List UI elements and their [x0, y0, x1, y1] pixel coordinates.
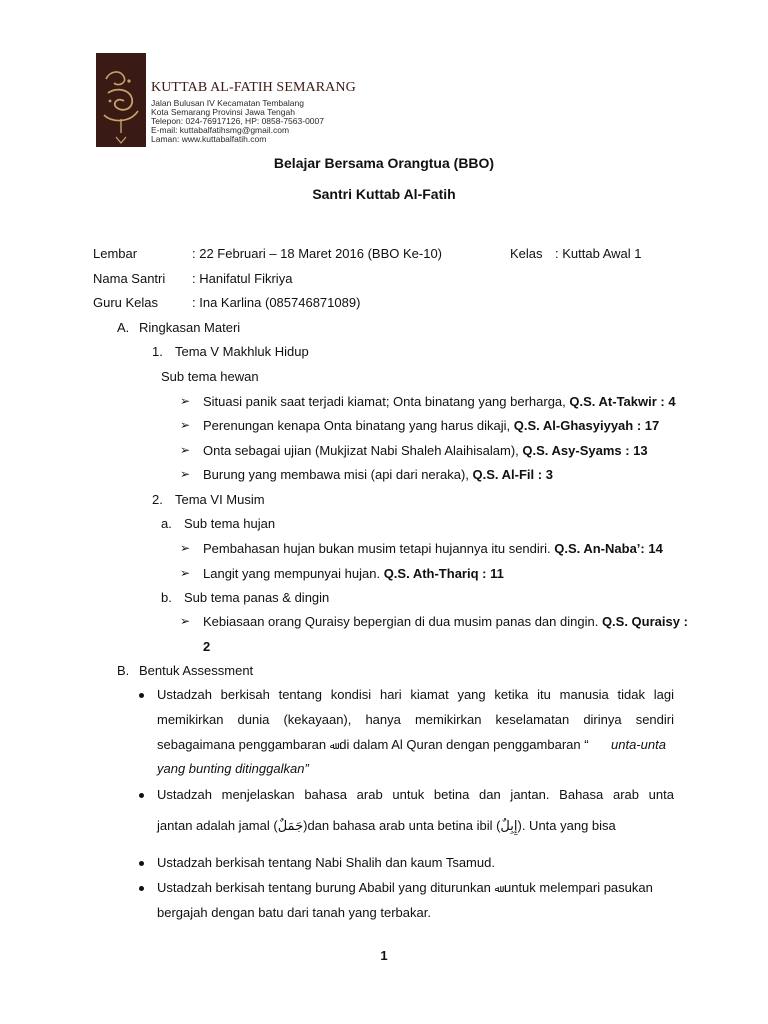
- quote-text: yang bunting ditinggalkan”: [157, 761, 309, 776]
- theme1-subtitle: Sub tema hewan: [161, 369, 259, 384]
- calligraphy-logo-icon: [96, 53, 146, 147]
- arrow-bullet-icon: ➢: [180, 443, 191, 457]
- paragraph-line: Ustadzah berkisah tentang Nabi Shalih dan kaum Tsamud.: [157, 855, 495, 870]
- list-item: Langit yang mempunyai hujan. Q.S. Ath-Thariq : 11: [203, 566, 504, 581]
- list-item-continuation: 2: [203, 639, 211, 654]
- bullet-dot-icon: [139, 886, 144, 891]
- theme2-marker: 2.: [152, 492, 163, 507]
- document-subtitle: Santri Kuttab Al-Fatih: [312, 186, 456, 202]
- sub-a-title: Sub tema hujan: [184, 516, 276, 531]
- website-line: Laman: www.kuttabalfatih.com: [151, 134, 267, 144]
- list-item: Pembahasan hujan bukan musim tetapi hujannya itu sendiri. Q.S. An-Naba’: 14: [203, 541, 663, 556]
- bullet-dot-icon: [139, 861, 144, 866]
- lembar-value: : 22 Februari – 18 Maret 2016 (BBO Ke-10): [192, 246, 443, 261]
- guru-label: Guru Kelas: [93, 295, 159, 310]
- quote-text: unta-unta: [611, 737, 666, 752]
- arrow-bullet-icon: ➢: [180, 541, 191, 555]
- theme2-title: Tema VI Musim: [175, 492, 265, 507]
- list-item: Situasi panik saat terjadi kiamat; Onta binatang yang berharga, Q.S. At-Takwir : 4: [203, 394, 676, 409]
- document-title: Belajar Bersama Orangtua (BBO): [273, 155, 495, 171]
- list-item: Burung yang membawa misi (api dari neraka), Q.S. Al-Fil : 3: [203, 467, 553, 482]
- guru-value: : Ina Karlina (085746871089): [192, 295, 361, 310]
- list-item: Onta sebagai ujian (Mukjizat Nabi Shaleh Alaihisalam), Q.S. Asy-Syams : 13: [203, 443, 648, 458]
- santri-value: : Hanifatul Fikriya: [192, 271, 293, 286]
- section-a-marker: A.: [117, 320, 130, 335]
- paragraph-line: jantan adalah jamal (جَمَلٌ)dan bahasa arab unta betina ibil (إِبِلٌ). Unta yang bisa: [157, 818, 616, 833]
- sub-a-marker: a.: [161, 516, 172, 531]
- paragraph-line: Ustadzah berkisah tentang kondisi hari kiamat yang ketika itu manusia tidak lagi: [157, 687, 674, 702]
- school-name: KUTTAB AL-FATIH SEMARANG: [151, 80, 356, 95]
- theme1-title: Tema V Makhluk Hidup: [175, 344, 309, 359]
- sub-b-title: Sub tema panas & dingin: [184, 590, 330, 605]
- theme1-marker: 1.: [152, 344, 163, 359]
- paragraph-line: bergajah dengan batu dari tanah yang terbakar.: [157, 905, 431, 920]
- kelas-value: : Kuttab Awal 1: [555, 246, 642, 261]
- kelas-label: Kelas: [510, 246, 543, 261]
- paragraph-line: Ustadzah menjelaskan bahasa arab untuk betina dan jantan. Bahasa arab unta: [157, 787, 674, 802]
- arrow-bullet-icon: ➢: [180, 614, 191, 628]
- paragraph-line: Ustadzah berkisah tentang burung Ababil yang diturunkan ﷲ untuk melempari pasukan: [157, 880, 653, 895]
- address-line: Jalan Bulusan IV Kecamatan Tembalang: [151, 98, 304, 108]
- arrow-bullet-icon: ➢: [180, 566, 191, 580]
- arrow-bullet-icon: ➢: [180, 418, 191, 432]
- section-b-title: Bentuk Assessment: [139, 663, 254, 678]
- email-line: E-mail: kuttabalfatihsmg@gmail.com: [151, 125, 290, 135]
- sub-b-marker: b.: [161, 590, 172, 605]
- bullet-dot-icon: [139, 793, 144, 798]
- paragraph-line: memikirkan dunia (kekayaan), hanya memikirkan keselamatan dirinya sendiri: [157, 712, 674, 727]
- santri-label: Nama Santri: [93, 271, 166, 286]
- section-b-marker: B.: [117, 663, 130, 678]
- page-number: 1: [380, 948, 388, 963]
- school-logo: [96, 53, 146, 147]
- list-item: Perenungan kenapa Onta binatang yang harus dikaji, Q.S. Al-Ghasyiyyah : 17: [203, 418, 660, 433]
- arrow-bullet-icon: ➢: [180, 467, 191, 481]
- list-item: Kebiasaan orang Quraisy bepergian di dua musim panas dan dingin. Q.S. Quraisy :: [203, 614, 688, 629]
- bullet-dot-icon: [139, 693, 144, 698]
- city-line: Kota Semarang Provinsi Jawa Tengah: [151, 107, 295, 117]
- phone-line: Telepon: 024-76917126, HP: 0858-7563-0007: [151, 116, 324, 126]
- section-a-title: Ringkasan Materi: [139, 320, 241, 335]
- paragraph-line: sebagaimana penggambaran ﷲ di dalam Al Quran dengan penggambaran “: [157, 737, 589, 752]
- arrow-bullet-icon: ➢: [180, 394, 191, 408]
- lembar-label: Lembar: [93, 246, 138, 261]
